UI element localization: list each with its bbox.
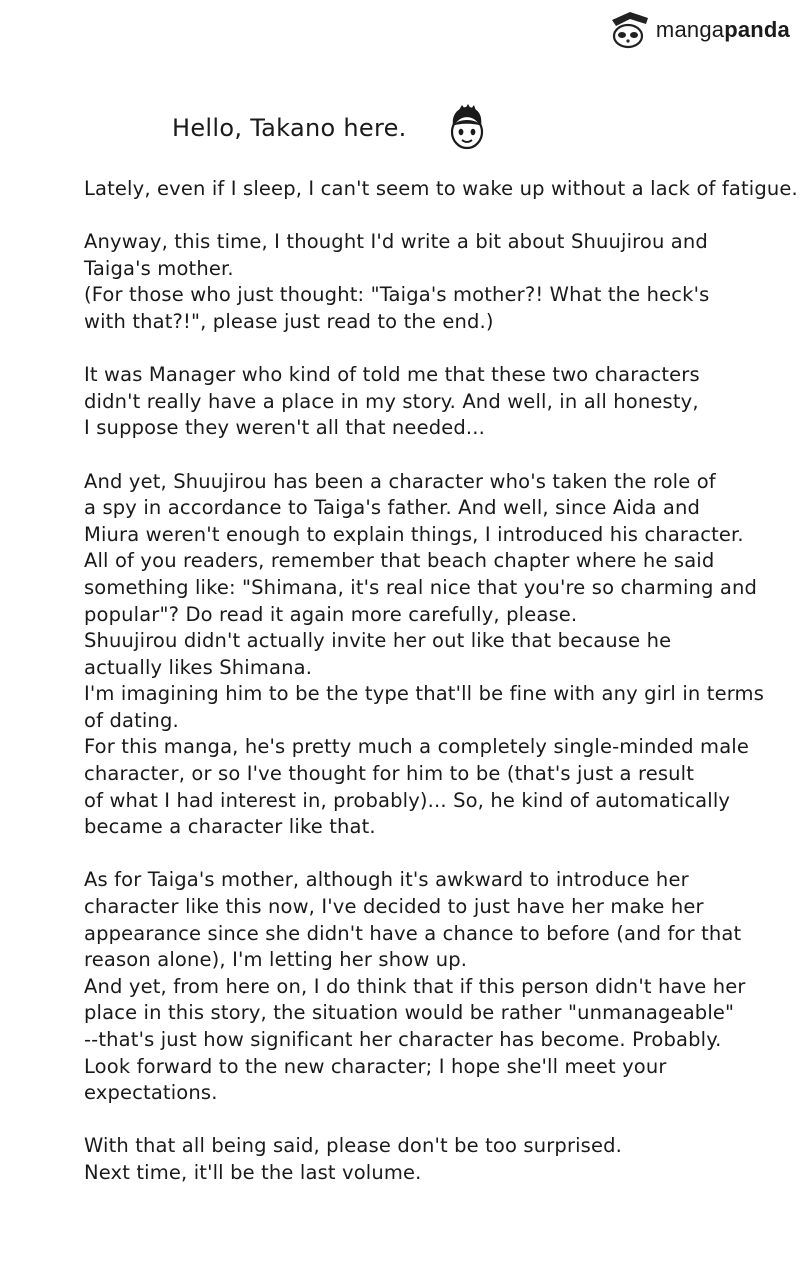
text-line: actually likes Shimana. (84, 655, 313, 679)
text-line: reason alone), I'm letting her show up. (84, 948, 468, 972)
watermark-panda: panda (724, 17, 790, 42)
panda-logo-icon (608, 10, 652, 50)
text-line: of what I had interest in, probably)... So, he kind of automatically (84, 788, 731, 812)
author-avatar-icon (445, 104, 489, 152)
paragraph (84, 229, 784, 335)
text-line: (For those who just thought: "Taiga's mother?! What the heck's (84, 283, 710, 307)
text-line: character like this now, I've decided to just have her make her (84, 895, 704, 919)
paragraph (84, 362, 784, 442)
text-line: And yet, from here on, I do think that if this person didn't have her (84, 974, 746, 998)
text-line: I suppose they weren't all that needed... (84, 416, 485, 440)
text-line: Lately, even if I sleep, I can't seem to wake up without a lack of fatigue. (84, 177, 798, 200)
text-line: didn't really have a place in my story. And well, in all honesty, (84, 389, 699, 413)
text-line: Taiga's mother. (84, 256, 234, 280)
paragraph (84, 469, 784, 841)
text-line: appearance since she didn't have a chance to before (and for that (84, 921, 742, 945)
text-line: something like: "Shimana, it's real nice that you're so charming and (84, 575, 758, 599)
text-line: With that all being said, please don't be too surprised. (84, 1134, 623, 1158)
text-line: And yet, Shuujirou has been a character who's taken the role of (84, 469, 716, 493)
text-line: As for Taiga's mother, although it's awkward to introduce her (84, 868, 689, 892)
text-line: Look forward to the new character; I hope she'll meet your (84, 1054, 667, 1078)
watermark-manga: manga (655, 17, 725, 42)
text-line: For this manga, he's pretty much a completely single-minded male (84, 735, 750, 759)
header (172, 104, 489, 152)
paragraph (84, 176, 798, 203)
text-line: All of you readers, remember that beach chapter where he said (84, 549, 715, 573)
text-line: with that?!", please just read to the end.) (84, 309, 494, 333)
text-line: Next time, it'll be the last volume. (84, 1160, 422, 1184)
paragraph (84, 867, 784, 1106)
page-title: Hello, Takano here. (172, 114, 407, 142)
watermark-logo (608, 8, 790, 52)
text-line: expectations. (84, 1081, 218, 1105)
paragraph (84, 1133, 784, 1186)
text-line: Shuujirou didn't actually invite her out like that because he (84, 629, 672, 653)
text-line: a spy in accordance to Taiga's father. And well, since Aida and (84, 496, 701, 520)
text-line: became a character like that. (84, 815, 376, 839)
text-line: character, or so I've thought for him to be (that's just a result (84, 762, 695, 786)
text-line: popular"? Do read it again more carefully, please. (84, 602, 578, 626)
text-line: Anyway, this time, I thought I'd write a bit about Shuujirou and (84, 230, 708, 254)
text-line: place in this story, the situation would be rather "unmanageable" (84, 1001, 735, 1025)
text-line: I'm imagining him to be the type that'll be fine with any girl in terms (84, 682, 765, 706)
text-line: --that's just how significant her character has become. Probably. (84, 1028, 722, 1051)
author-note-body (84, 176, 798, 1187)
text-line: It was Manager who kind of told me that these two characters (84, 363, 700, 387)
text-line: Miura weren't enough to explain things, I introduced his character. (84, 522, 744, 546)
text-line: of dating. (84, 708, 179, 732)
